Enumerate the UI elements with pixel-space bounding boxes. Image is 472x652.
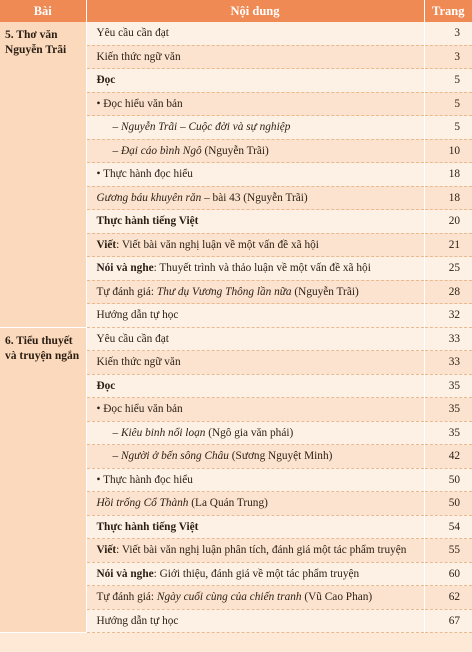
content-cell[interactable]: [86, 69, 424, 93]
content-cell[interactable]: [86, 139, 424, 163]
page-number: 3: [424, 22, 472, 45]
content-cell[interactable]: [86, 92, 424, 116]
page-number: 5: [424, 69, 472, 93]
lesson-title: 5. Thơ văn Nguyễn Trãi: [0, 22, 86, 327]
content-cell[interactable]: [86, 116, 424, 140]
content-text: Tự đánh giá:: [96, 591, 157, 604]
header-page: Trang: [424, 0, 472, 22]
content-text: Ngày cuối cùng của chiến tranh: [156, 591, 302, 604]
content-text: Hướng dẫn tự học: [96, 614, 179, 627]
content-text: (Sương Nguyệt Minh): [228, 450, 333, 463]
content-text: – Kiêu binh nổi loạn: [112, 426, 206, 439]
content-text: – Người ở bến sông Châu: [112, 450, 229, 463]
content-text: Kiến thức ngữ văn: [96, 50, 181, 63]
content-cell[interactable]: [86, 304, 424, 328]
header-lesson: Bài: [0, 0, 86, 22]
content-text: (La Quán Trung): [188, 497, 268, 510]
content-text: Viết: [96, 544, 117, 557]
content-cell[interactable]: [86, 257, 424, 281]
content-text: • Thực hành đọc hiểu: [96, 168, 193, 181]
content-text: Nói và nghe: [96, 262, 154, 275]
content-text: Hồi trống Cổ Thành: [96, 497, 189, 510]
page-number: 33: [424, 327, 472, 351]
content-text: Nói và nghe: [96, 567, 154, 580]
content-text: Tự đánh giá:: [96, 285, 157, 298]
content-text: • Thực hành đọc hiểu: [96, 473, 193, 486]
content-text: – Đại cáo bình Ngô: [112, 144, 202, 157]
content-cell[interactable]: [86, 22, 424, 45]
lesson-title: 6. Tiểu thuyết và truyện ngắn: [0, 327, 86, 633]
page-number: 50: [424, 492, 472, 516]
page-number: 62: [424, 586, 472, 610]
table-row: [0, 22, 472, 45]
content-text: Viết: [96, 238, 117, 251]
page-number: 60: [424, 562, 472, 586]
content-text: – Nguyễn Trãi – Cuộc đời và sự nghiệp: [112, 121, 291, 134]
content-cell[interactable]: [86, 515, 424, 539]
content-text: Đọc: [96, 74, 116, 87]
content-text: : Viết bài văn nghị luận về một vấn đề xã hội: [116, 238, 319, 251]
page-number: 50: [424, 468, 472, 492]
content-cell[interactable]: [86, 233, 424, 257]
content-text: Hướng dẫn tự học: [96, 309, 179, 322]
page-number: 25: [424, 257, 472, 281]
content-text: • Đọc hiểu văn bản: [96, 97, 183, 110]
content-text: Thực hành tiếng Việt: [96, 215, 199, 228]
content-text: (Nguyễn Trãi): [201, 144, 269, 157]
content-cell[interactable]: [86, 539, 424, 563]
content-cell[interactable]: [86, 163, 424, 187]
content-text: : Giới thiệu, đánh giá về một tác phẩm truyện: [153, 567, 360, 580]
content-cell[interactable]: [86, 327, 424, 351]
content-text: • Đọc hiểu văn bản: [96, 403, 183, 416]
content-cell[interactable]: [86, 586, 424, 610]
content-text: Thực hành tiếng Việt: [96, 520, 199, 533]
content-text: Kiến thức ngữ văn: [96, 356, 181, 369]
content-cell[interactable]: [86, 468, 424, 492]
page-number: 35: [424, 421, 472, 445]
page-number: 67: [424, 609, 472, 633]
page-number: 5: [424, 92, 472, 116]
content-text: (Ngô gia văn phái): [205, 426, 294, 439]
content-text: : Thuyết trình và thảo luận về một vấn đề xã hội: [153, 262, 371, 275]
page-number: 35: [424, 374, 472, 398]
page-number: 18: [424, 186, 472, 210]
content-cell[interactable]: [86, 186, 424, 210]
page-number: 55: [424, 539, 472, 563]
page-number: 54: [424, 515, 472, 539]
table-body: [0, 22, 472, 633]
page-number: 35: [424, 398, 472, 422]
page-number: 42: [424, 445, 472, 469]
content-text: : Viết bài văn nghị luận phân tích, đánh giá một tác phẩm truyện: [116, 544, 407, 557]
content-text: (Vũ Cao Phan): [301, 591, 373, 604]
page-number: 21: [424, 233, 472, 257]
page-number: 5: [424, 116, 472, 140]
content-text: Thư dụ Vương Thông lần nữa: [156, 285, 292, 298]
content-cell[interactable]: [86, 398, 424, 422]
content-cell[interactable]: [86, 280, 424, 304]
content-cell[interactable]: [86, 445, 424, 469]
content-cell[interactable]: [86, 210, 424, 234]
content-cell[interactable]: [86, 45, 424, 69]
content-text: (Nguyễn Trãi): [291, 285, 359, 298]
page-number: 32: [424, 304, 472, 328]
header-content: Nội dung: [86, 0, 424, 22]
table-header: [0, 0, 472, 22]
content-cell[interactable]: [86, 421, 424, 445]
page-number: 28: [424, 280, 472, 304]
table-row: [0, 327, 472, 351]
page-number: 10: [424, 139, 472, 163]
content-text: – bài 43 (Nguyễn Trãi): [201, 191, 308, 204]
page-number: 20: [424, 210, 472, 234]
content-cell[interactable]: [86, 351, 424, 375]
content-text: Đọc: [96, 379, 116, 392]
content-text: Yêu cầu cần đạt: [96, 27, 169, 40]
content-cell[interactable]: [86, 609, 424, 633]
page-number: 3: [424, 45, 472, 69]
content-text: Gương báu khuyên răn: [96, 191, 202, 204]
page-number: 33: [424, 351, 472, 375]
content-cell[interactable]: [86, 562, 424, 586]
content-cell[interactable]: [86, 374, 424, 398]
page-number: 18: [424, 163, 472, 187]
content-text: Yêu cầu cần đạt: [96, 332, 169, 345]
content-cell[interactable]: [86, 492, 424, 516]
